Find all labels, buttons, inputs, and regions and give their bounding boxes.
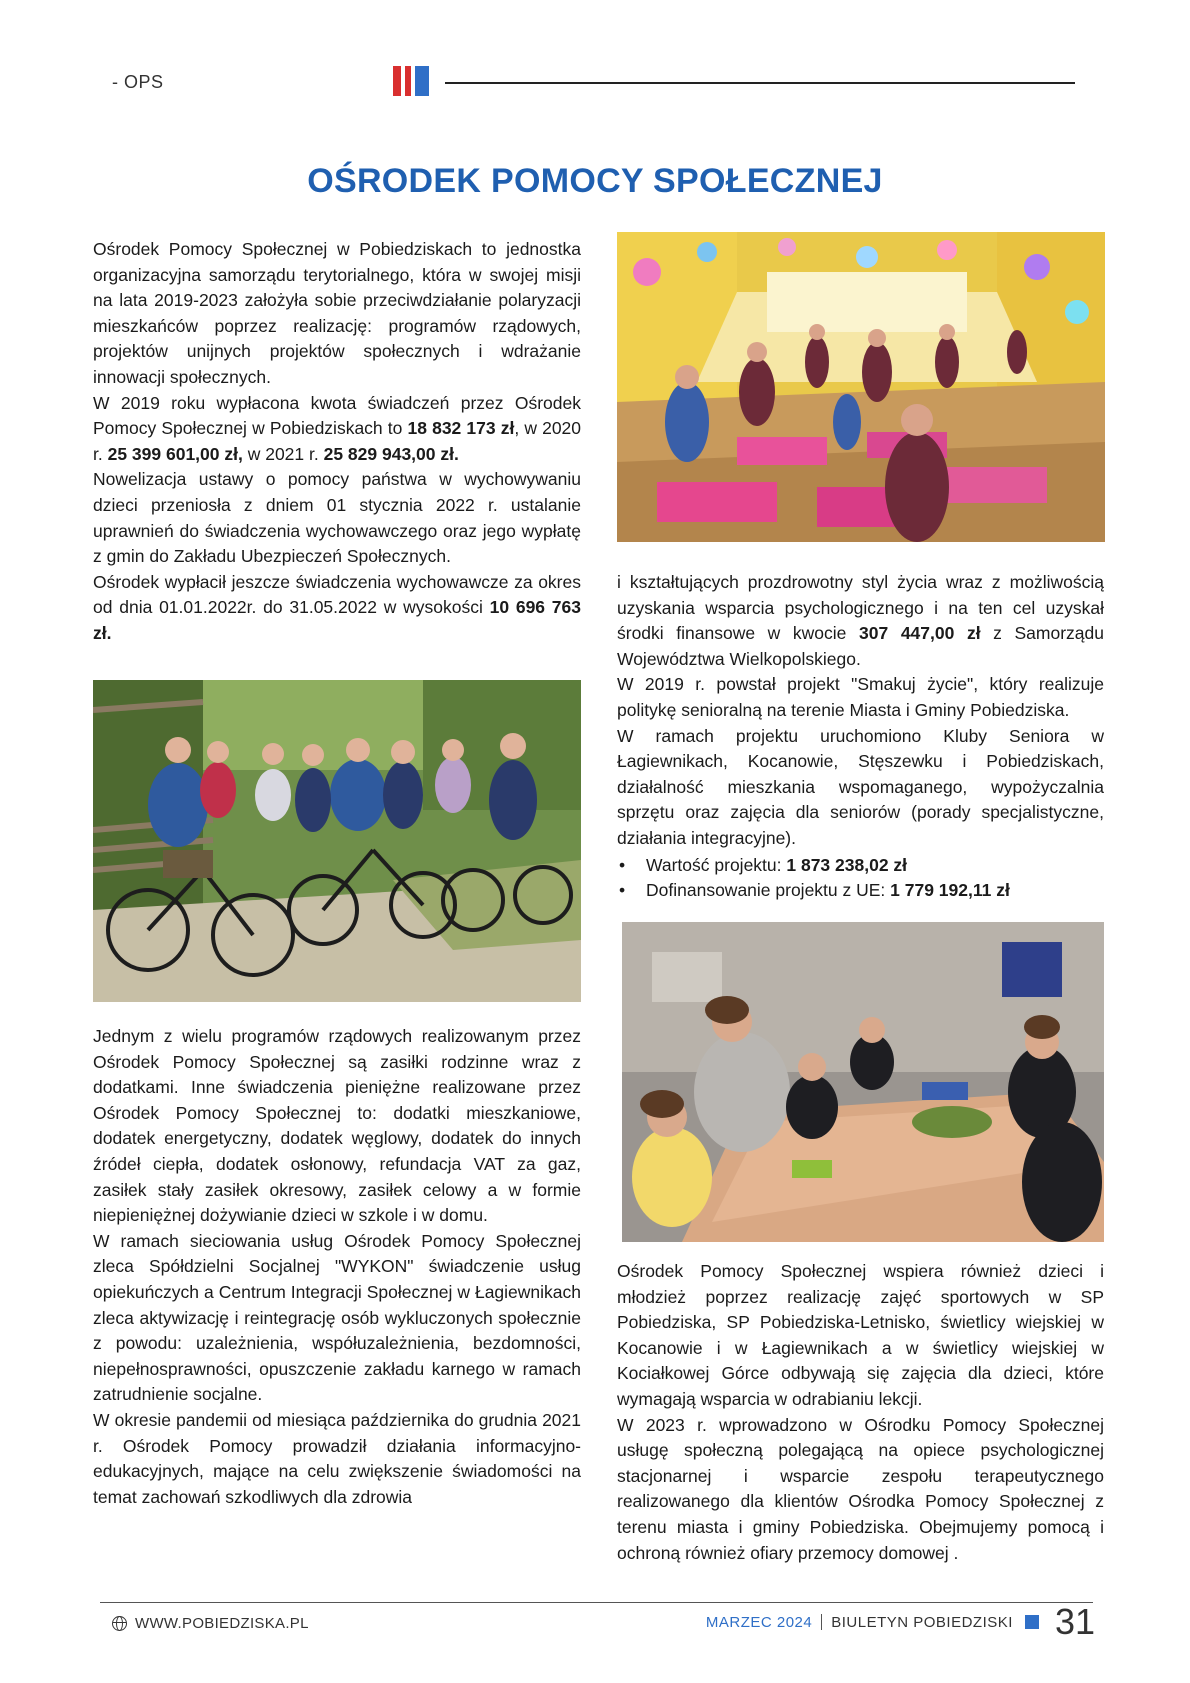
amount-2019: 18 832 173 zł [407,418,515,439]
photo-fitness-class [617,232,1105,542]
globe-icon [112,1616,127,1631]
intro-paragraph: Ośrodek Pomocy Społecznej w Pobiedziskach to jednostka organizacyjna samorządu terytorialnego, która w swojej misji na lata 2019-2023 założyła sobie przeciwdziałanie polaryzacji mieszkańców poprzez realizację: programów rządowych, projektów unijnych projektów społecznych i wdrażanie innowacji społecznych. [93,239,581,387]
section-label: - OPS [112,72,164,92]
project-text [617,570,1104,904]
flag-red-bar [393,66,401,96]
youth-paragraph: Ośrodek Pomocy Społecznej wspiera również dzieci i młodzież poprzez realizację zajęć sportowych w SP Pobiedziska, SP Pobiedziska-Letnisko, świetlicy wiejskiej w Kocanowie i w Łagiewnikach a w świetlicy wiejskiej w Kociałkowej Górce odbywają się zajęcia dla dzieci, które wymagają wsparcia w odrabianiu lekcji. [617,1261,1104,1409]
programs-text [93,1024,581,1510]
project-value-label: Wartość projektu: [646,854,787,875]
footer-website[interactable] [112,1615,309,1632]
page-title: OŚRODEK POMOCY SPOŁECZNEJ [307,162,883,200]
footer-issue-info [706,1602,1095,1642]
footer-separator [821,1614,822,1630]
youth-text [617,1259,1104,1566]
benefits-text: W 2019 roku wypłacona kwota świadczeń przez Ośrodek Pomocy Społecznej w Pobiedziskach to [93,392,581,439]
psych-support-text: i kształtujących prozdrowotny styl życia wraz z możliwością uzyskania wsparcia psychologicznego i na ten cel uzyskał środki finansowe w kwocie [617,572,1104,644]
photo-seniors-bicycles [93,680,581,1002]
benefits-text-2: , w 2020 r. [93,418,582,464]
funding-amount: 307 447,00 zł [859,623,981,644]
eu-funding-amount: 1 779 192,11 zł [890,880,1010,901]
flag-red-bar-2 [405,66,411,96]
page-number: 31 [1054,1601,1095,1642]
payout-paragraph [93,570,581,647]
header-rule [445,82,1075,84]
intro-text [93,237,581,647]
payout-text: Ośrodek wypłacił jeszcze świadczenia wychowawcze za okres od dnia 01.01.2022r. do 31.05.2022 w wysokości [93,571,581,618]
senior-clubs-paragraph: W ramach projektu uruchomiono Kluby Seniora w Łagiewnikach, Kocanowie, Stęszewku i Pobiedziskach, działalność mieszkania wspomaganego, wypożyczalnia sprzętu oraz zajęcia dla seniorów (porady specjalistyczne, działania integracyjne). [617,725,1104,848]
project-values-list [617,853,1104,904]
payout-amount: 10 696 763 zł. [93,597,581,643]
amount-2021: 25 829 943,00 zł. [323,443,459,464]
pandemic-paragraph: W okresie pandemii od miesiąca października do grudnia 2021 r. Ośrodek Pomocy prowadził działania informacyjno-edukacyjnych, mające na celu zwiększenie świadomości na temat zachowań szkodliwych dla zdrowia [93,1409,581,1507]
flag-blue-bar [415,66,429,96]
bulletin-name: BIULETYN POBIEDZISKI [831,1613,1013,1631]
eu-funding-label: Dofinansowanie projektu z UE: [646,880,891,901]
project-value-amount: 1 873 238,02 zł [786,854,908,875]
benefits-paragraph [93,391,581,468]
amendment-paragraph: Nowelizacja ustawy o pomocy państwa w wychowywaniu dzieci przeniosła z dniem 01 stycznia 2022 r. ustalanie uprawnień do świadczenia wychowawczego oraz jego wypłatę z gmin do Zakładu Ubezpieczeń Społecznych. [93,469,581,567]
square-marker-icon [1025,1615,1039,1629]
issue-month: MARZEC 2024 [705,1613,813,1631]
psych-service-paragraph: W 2023 r. wprowadzono w Ośrodku Pomocy Społecznej usługę społeczną polegającą na opiece psychologicznej stacjonarnej i wsparcie zespołu terapeutycznego realizowanego dla klientów Ośrodka Pomocy Społecznej z terenu miasta i gminy Pobiedziska. Obejmujemy pomocą i ochroną również ofiary przemocy domowej . [617,1414,1104,1563]
project-paragraph: W 2019 r. powstał projekt "Smakuj życie", który realizuje politykę senioralną na terenie Miasta i Gminy Pobiedziska. [617,674,1104,720]
list-item [617,878,1104,904]
amount-2020: 25 399 601,00 zł, [107,443,243,464]
psych-support-paragraph [617,570,1104,672]
photo-children-activities [622,922,1104,1242]
networking-paragraph: W ramach sieciowania usług Ośrodek Pomocy Społecznej zleca Spółdzielni Socjalnej "WYKON" świadczenie usług opiekuńczych a Centrum Integracji Społecznej w Łagiewnikach zleca aktywizację i reintegrację osób wykluczonych społecznie z powodu: uzależnienia, współuzależnienia, bezdomności, niepełnosprawności, opuszczenie zakładu karnego w ramach zatrudnienie socjalne. [93,1230,581,1405]
list-item [617,853,1104,879]
funding-source: z Samorządu Województwa Wielkopolskiego. [617,623,1105,669]
website-link[interactable]: WWW.POBIEDZISKA.PL [135,1615,309,1632]
programs-paragraph: Jednym z wielu programów rządowych realizowanym przez Ośrodek Pomocy Społecznej są zasiłki rodzinne wraz z dodatkami. Inne świadczenia pieniężne realizowane przez Ośrodek Pomocy Społecznej to: dodatki mieszkaniowe, dodatek energetyczny, dodatek węglowy, dodatek do innych źródeł ciepła, dodatek osłonowy, refundacja VAT za gaz, zasiłek stały zasiłek okresowy, zasiłek celowy a w formie niepieniężnej dożywianie dzieci w szkole i w domu. [93,1026,581,1226]
benefits-text-3: w 2021 r. [242,443,324,464]
